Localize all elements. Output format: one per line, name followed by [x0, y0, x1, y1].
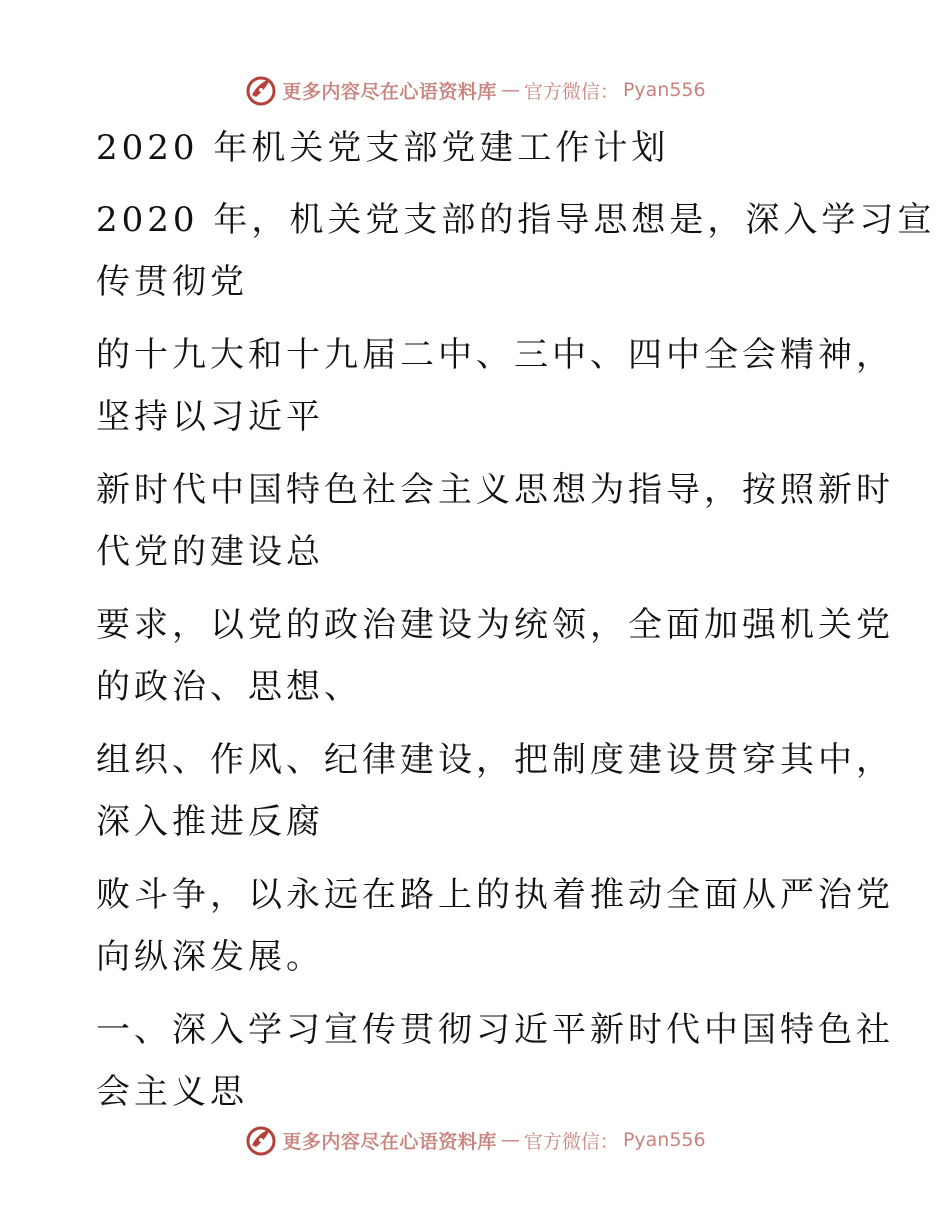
document-line: 坚持以习近平 — [96, 397, 324, 437]
pen-nib-logo-icon — [244, 1123, 278, 1157]
document-line: 传贯彻党 — [96, 262, 248, 302]
watermark-wechat-label: 官方微信： — [523, 1130, 619, 1153]
header-watermark-banner — [0, 70, 950, 110]
document-line: 会主义思 — [96, 1072, 248, 1112]
watermark-text: 更多内容尽在心语资料库 — [282, 1130, 497, 1153]
pen-nib-logo-icon — [244, 73, 278, 107]
watermark-wechat-id: Pyan556 — [622, 79, 706, 101]
document-title: 2020 年机关党支部党建工作计划 — [96, 128, 670, 168]
watermark-dash: — — [500, 79, 520, 101]
document-line: 的政治、思想、 — [96, 667, 362, 707]
watermark-dash: — — [500, 1129, 520, 1151]
watermark-wechat-label: 官方微信： — [523, 80, 619, 103]
document-line: 要求，以党的政治建设为统领，全面加强机关党 — [96, 605, 894, 645]
document-line: 代党的建设总 — [96, 532, 324, 572]
footer-watermark-banner — [0, 1120, 950, 1160]
document-line: 深入推进反腐 — [96, 802, 324, 842]
document-line: 败斗争，以永远在路上的执着推动全面从严治党 — [96, 875, 894, 915]
document-line: 组织、作风、纪律建设，把制度建设贯穿其中， — [96, 740, 894, 780]
document-line: 2020 年，机关党支部的指导思想是，深入学习宣 — [96, 200, 936, 240]
watermark-text: 更多内容尽在心语资料库 — [282, 80, 497, 103]
document-line: 向纵深发展。 — [96, 937, 324, 977]
document-line: 新时代中国特色社会主义思想为指导，按照新时 — [96, 470, 894, 510]
watermark-wechat-id: Pyan556 — [622, 1129, 706, 1151]
section-heading-line: 一、深入学习宣传贯彻习近平新时代中国特色社 — [96, 1010, 894, 1050]
document-line: 的十九大和十九届二中、三中、四中全会精神， — [96, 335, 894, 375]
